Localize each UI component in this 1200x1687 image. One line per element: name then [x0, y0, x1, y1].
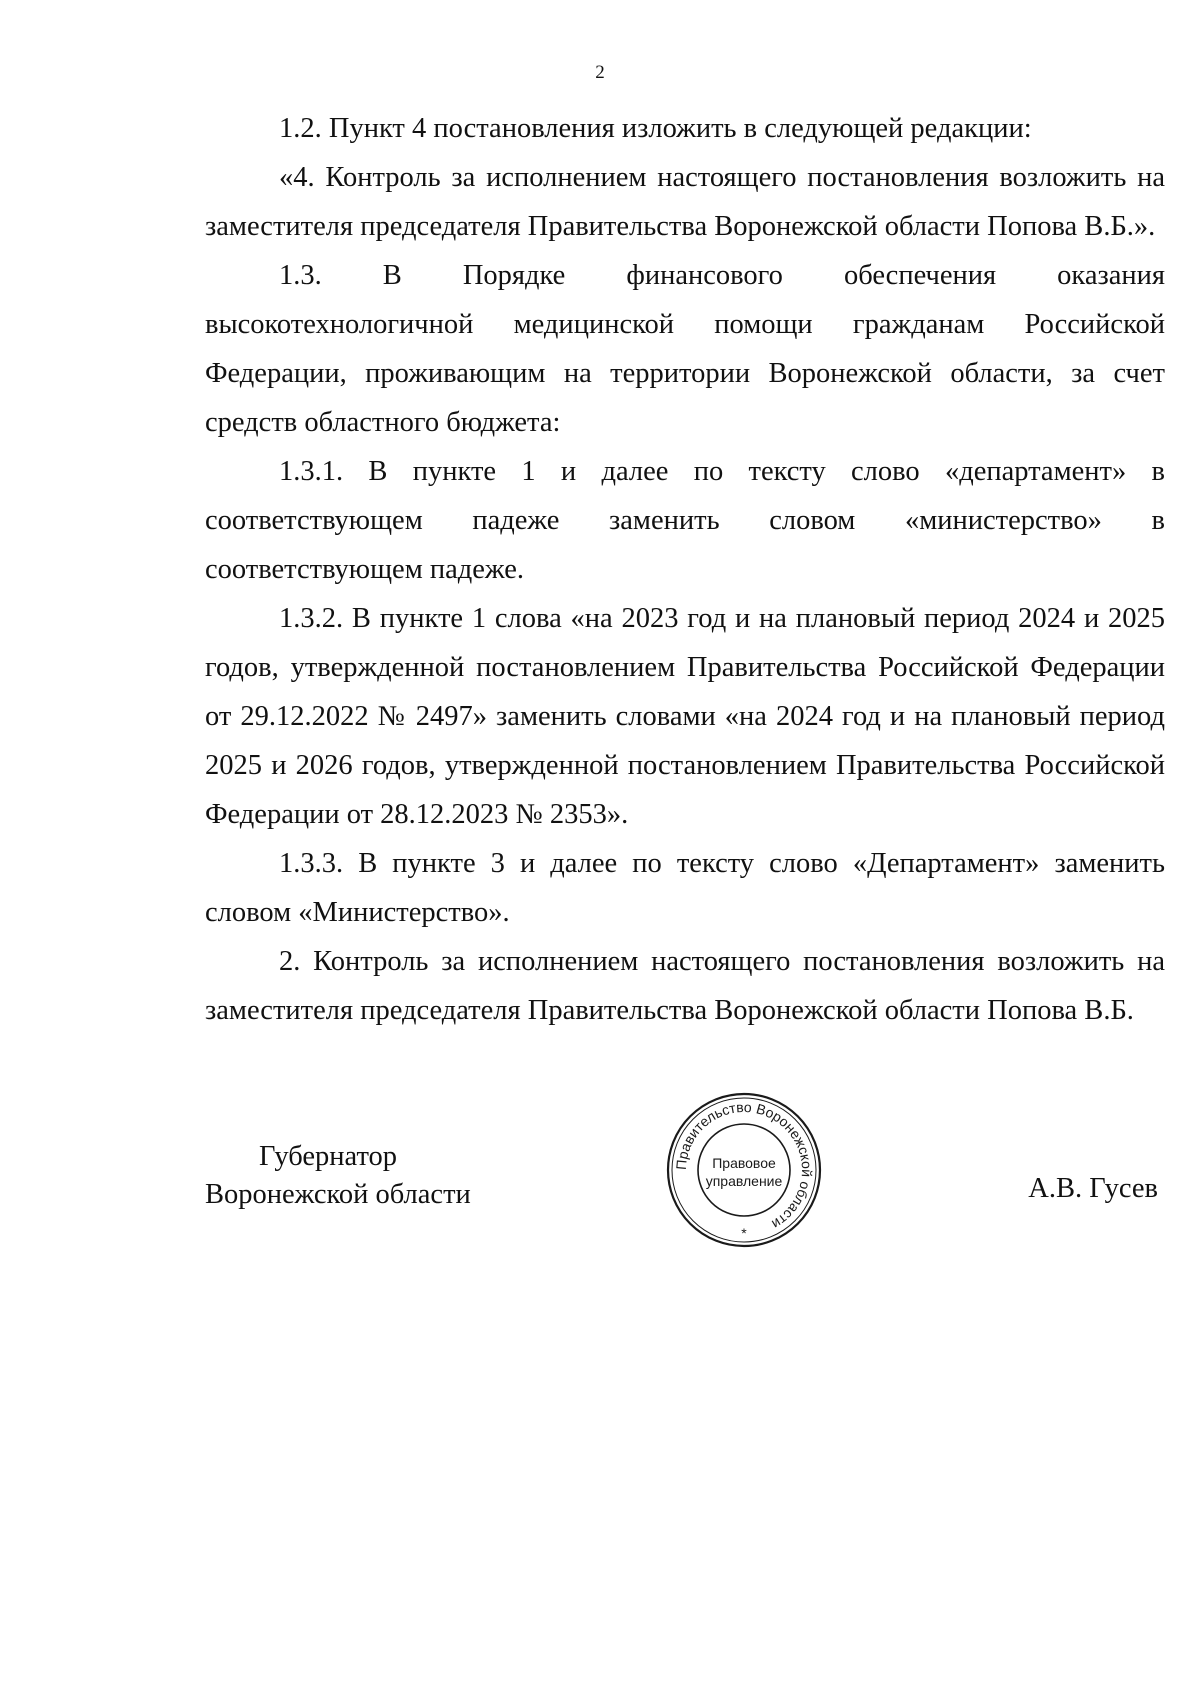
stamp-ring-text: Правительство Воронежской области: [672, 1098, 816, 1233]
stamp-star: *: [741, 1225, 747, 1241]
document-body: [205, 104, 1165, 1035]
signature-role: [205, 1138, 471, 1214]
official-stamp: [664, 1090, 824, 1250]
paragraph-1-2: 1.2. Пункт 4 постановления изложить в следующей редакции:: [279, 113, 1032, 144]
page-number: 2: [595, 62, 605, 83]
paragraph-2: 2. Контроль за исполнением настоящего постановления возложить на заместителя председателя Правительства Воронежской области Попова В.Б.: [205, 946, 1165, 1026]
signature-role-line2: Воронежской области: [205, 1179, 471, 1210]
paragraph-1-3-3: 1.3.3. В пункте 3 и далее по тексту слово «Департамент» заменить словом «Министерство».: [205, 848, 1165, 928]
stamp-center-line1: Правовое: [712, 1155, 776, 1171]
paragraph-1-3: 1.3. В Порядке финансового обеспечения оказания высокотехнологичной медицинской помощи гражданам Российской Федерации, проживающим на территории Воронежской области, за счет средств областного бюджета:: [205, 260, 1165, 438]
signature-role-line1: Губернатор: [259, 1141, 398, 1172]
paragraph-1-3-2: 1.3.2. В пункте 1 слова «на 2023 год и на плановый период 2024 и 2025 годов, утвержденной постановлением Правительства Российской Федерации от 29.12.2022 № 2497» заменить словами «на 2024 год и на плановый период 2025 и 2026 годов, утвержденной постановлением Правительства Российской Федерации от 28.12.2023 № 2353».: [205, 603, 1165, 830]
paragraph-1-2-quote: «4. Контроль за исполнением настоящего постановления возложить на заместителя председателя Правительства Воронежской области Попова В.Б.».: [205, 162, 1165, 242]
paragraph-1-3-1: 1.3.1. В пункте 1 и далее по тексту слово «департамент» в соответствующем падеже заменить словом «министерство» в соответствующем падеже.: [205, 456, 1165, 585]
stamp-center-line2: управление: [705, 1173, 783, 1189]
signatory-name: А.В. Гусев: [1028, 1173, 1158, 1204]
